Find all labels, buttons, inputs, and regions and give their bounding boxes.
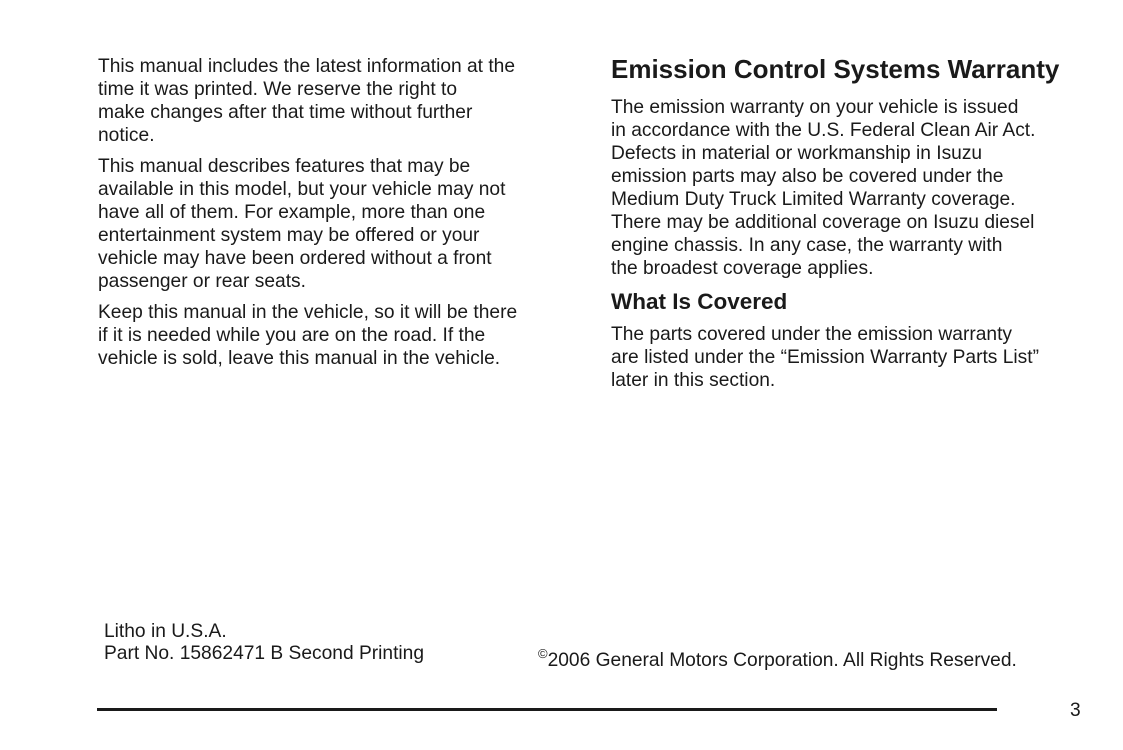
left-column bbox=[98, 55, 588, 378]
intro-paragraph-features: This manual describes features that may be available in this model, but your vehicle may not have all of them. For example, more than one entertainment system may be offered or your vehicle may have been ordered without a front passenger or rear seats. bbox=[98, 156, 506, 292]
copyright-symbol: © bbox=[538, 646, 548, 661]
warranty-intro-paragraph: The emission warranty on your vehicle is issued in accordance with the U.S. Federal Clean Air Act. Defects in material or workmanship in Isuzu emission parts may also be covered under the Medium Duty Truck Limited Warranty coverage. There may be additional coverage on Isuzu diesel engine chassis. In any case, the warranty with the broadest coverage applies. bbox=[611, 97, 1036, 279]
intro-paragraph-latest-info: This manual includes the latest information at the time it was printed. We reserve the right to make changes after that time without further notice. bbox=[98, 56, 516, 146]
copyright-notice bbox=[538, 643, 1017, 672]
section-heading: Emission Control Systems Warranty bbox=[611, 54, 1060, 84]
right-column bbox=[611, 53, 1111, 400]
part-number-line: Part No. 15862471 B Second Printing bbox=[104, 643, 425, 664]
intro-paragraph-keep-manual: Keep this manual in the vehicle, so it will be there if it is needed while you are on the road. If the vehicle is sold, leave this manual in the vehicle. bbox=[98, 302, 518, 369]
copyright-text: 2006 General Motors Corporation. All Rights Reserved. bbox=[547, 650, 1017, 671]
subsection-heading: What Is Covered bbox=[611, 289, 788, 314]
printing-info bbox=[104, 621, 424, 665]
footer-rule bbox=[97, 708, 997, 711]
covered-parts-paragraph: The parts covered under the emission warranty are listed under the “Emission Warranty Parts List” later in this section. bbox=[611, 324, 1039, 391]
page-number: 3 bbox=[1070, 700, 1081, 721]
litho-line: Litho in U.S.A. bbox=[104, 621, 227, 642]
